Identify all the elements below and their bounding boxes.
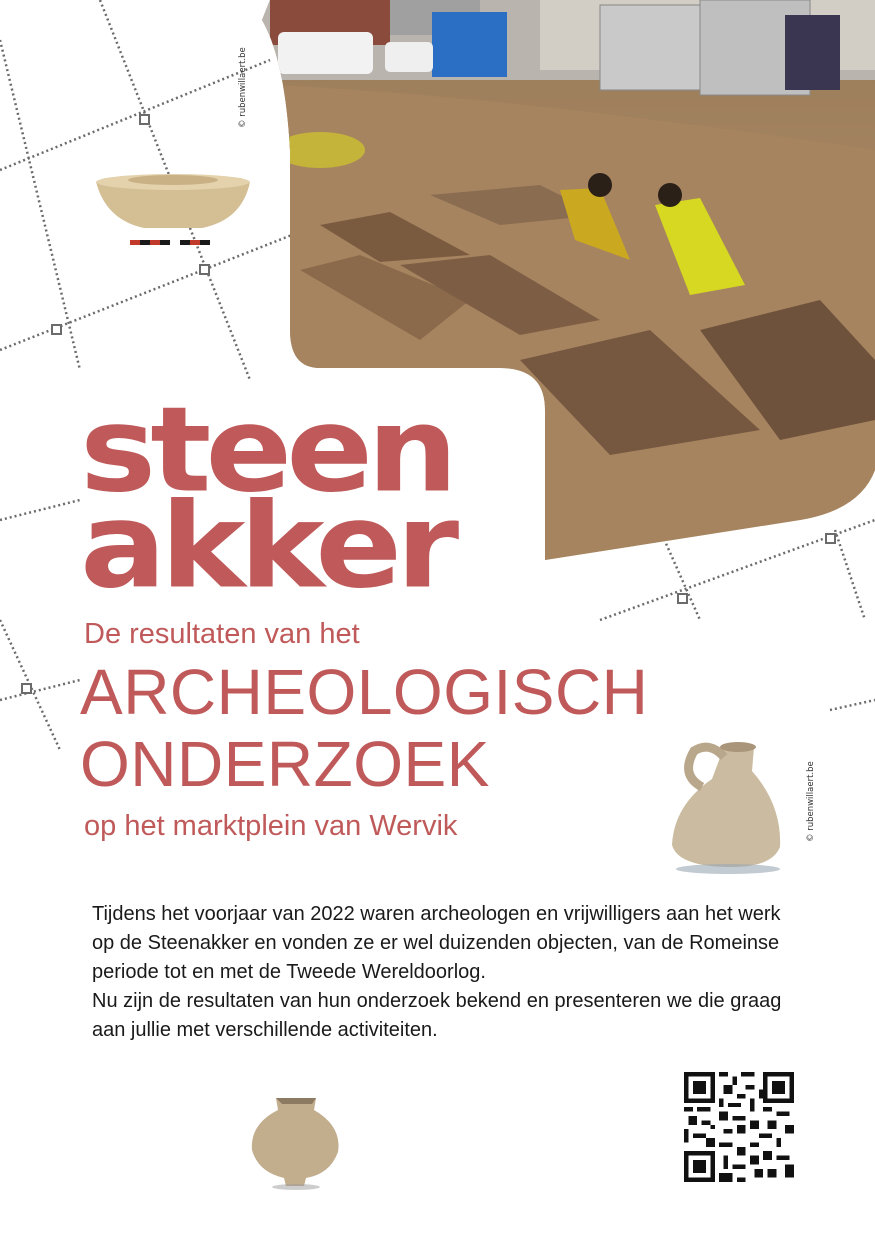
intro-paragraph-2: Nu zijn de resultaten van hun onderzoek bekend en presenteren we die graag aan jullie met verschillende activiteiten. <box>92 990 782 1041</box>
photo-credit-top: © rubenwillaert.be <box>238 47 248 128</box>
pot-artifact-image <box>242 1090 350 1192</box>
qr-code[interactable] <box>684 1072 794 1182</box>
steenakker-title-line1: steen <box>80 381 453 519</box>
bowl-artifact-image <box>92 168 254 250</box>
intro-text <box>92 900 802 1045</box>
steenakker-title-line2: akker <box>80 477 454 615</box>
subtitle-location: op het marktplein van Wervik <box>84 810 458 842</box>
photo-credit-right: © rubenwillaert.be <box>806 761 816 842</box>
subtitle-intro: De resultaten van het <box>84 618 360 650</box>
jug-artifact-image <box>662 735 802 880</box>
heading-line1: ARCHEOLOGISCH <box>80 656 649 728</box>
intro-paragraph-1: Tijdens het voorjaar van 2022 waren archeologen en vrijwilligers aan het werk op de Steenakker en vonden ze er wel duizenden objecten, van de Romeinse periode tot en met de Tweede Wereldoorlog. <box>92 903 781 983</box>
heading-line2: ONDERZOEK <box>80 728 490 800</box>
